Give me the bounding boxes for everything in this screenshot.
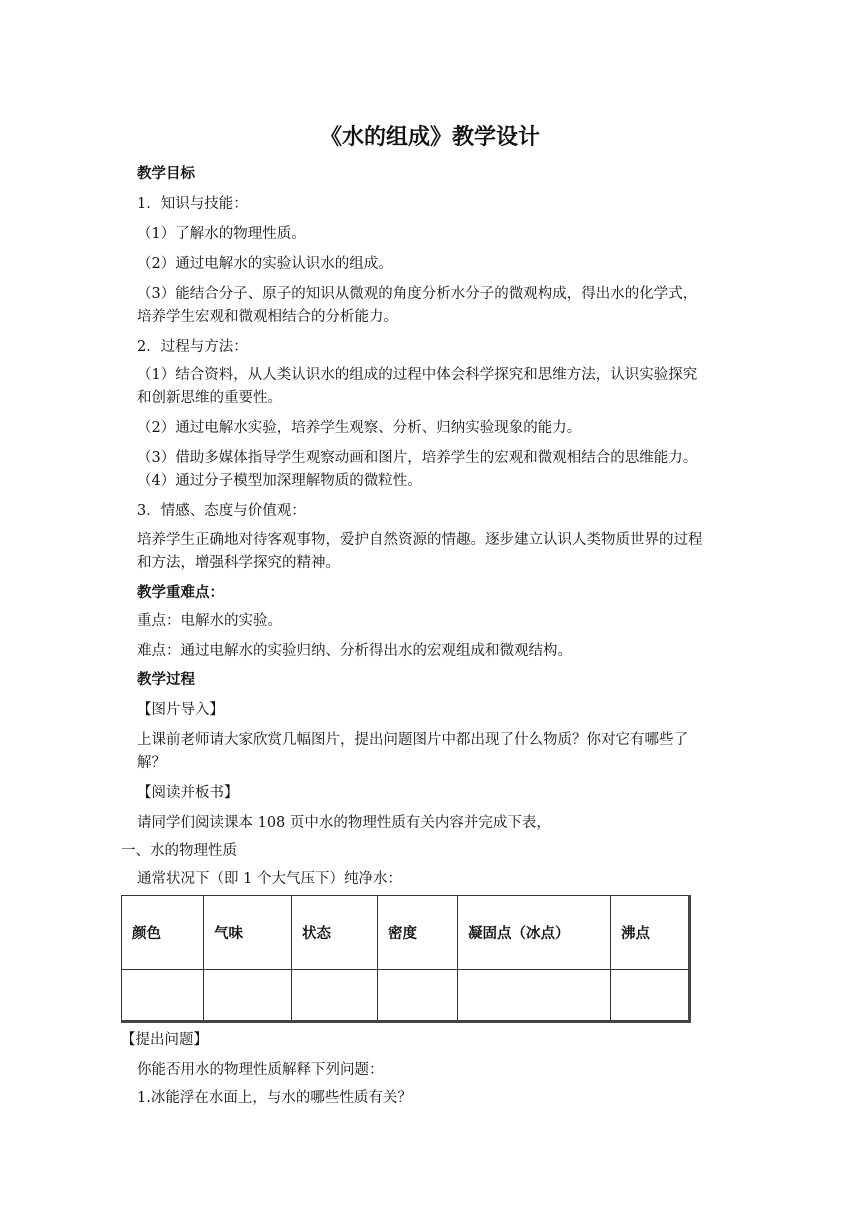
intro-text-line-1: 上课前老师请大家欣赏几幅图片，提出问题图片中都出现了什么物质？你对它有哪些了	[137, 732, 688, 748]
table-header-row	[122, 896, 690, 970]
process-item-2: （2）通过电解水实验，培养学生观察、分析、归纳实验现象的能力。	[137, 420, 582, 436]
section-reading: 【阅读并板书】	[137, 785, 239, 801]
emotion-heading: 3．情感、态度与价值观：	[137, 503, 306, 519]
section-picture-intro: 【图片导入】	[137, 702, 224, 718]
knowledge-item-3-line-1: （3）能结合分子、原子的知识从微观的角度分析水分子的微观构成，得出水的化学式，	[137, 286, 698, 302]
difficult-point: 难点：通过电解水的实验归纳、分析得出水的宏观组成和微观结构。	[137, 643, 572, 659]
table-cell	[378, 970, 458, 1022]
reading-text: 请同学们阅读课本 108 页中水的物理性质有关内容并完成下表，	[137, 815, 551, 831]
intro-text-line-2: 解？	[137, 755, 166, 771]
questions-intro: 你能否用水的物理性质解释下列问题：	[137, 1062, 384, 1078]
process-item-4: （4）通过分子模型加深理解物质的微粒性。	[137, 473, 422, 489]
knowledge-item-1: （1）了解水的物理性质。	[137, 226, 306, 242]
process-method-heading: 2．过程与方法：	[137, 339, 248, 355]
table-cell	[122, 970, 204, 1022]
process-item-1-line-1: （1）结合资料，从人类认识水的组成的过程中体会科学探究和思维方法，认识实验探究	[137, 367, 698, 383]
condition-text: 通常状况下（即 1 个大气压下）纯净水：	[137, 871, 402, 887]
section-questions: 【提出问题】	[121, 1032, 208, 1048]
question-1: 1.冰能浮在水面上，与水的哪些性质有关？	[137, 1090, 412, 1106]
knowledge-item-3-line-2: 培养学生宏观和微观相结合的分析能力。	[137, 309, 398, 325]
table-header-cell: 状态	[292, 896, 378, 970]
knowledge-item-2: （2）通过电解水的实验认识水的组成。	[137, 256, 393, 272]
emotion-text-line-1: 培养学生正确地对待客观事物，爱护自然资源的情趣。逐步建立认识人类物质世界的过程	[137, 532, 703, 548]
section-physical-properties: 一、水的物理性质	[121, 843, 237, 859]
table-cell	[204, 970, 292, 1022]
objectives-heading: 教学目标	[137, 166, 195, 182]
table-cell	[292, 970, 378, 1022]
process-heading: 教学过程	[137, 672, 195, 688]
physical-properties-table	[121, 895, 691, 1023]
document-title: 《水的组成》教学设计	[319, 125, 540, 150]
knowledge-heading: 1．知识与技能：	[137, 196, 248, 212]
emotion-text-line-2: 和方法，增强科学探究的精神。	[137, 555, 340, 571]
table-header-cell: 颜色	[122, 896, 204, 970]
table-header-cell: 凝固点（冰点）	[458, 896, 611, 970]
table-header-cell: 气味	[204, 896, 292, 970]
table-header-cell: 密度	[378, 896, 458, 970]
table-header-cell: 沸点	[611, 896, 690, 970]
table-row	[122, 970, 690, 1022]
table-cell	[611, 970, 690, 1022]
key-point: 重点：电解水的实验。	[137, 613, 282, 629]
table-cell	[458, 970, 611, 1022]
process-item-3: （3）借助多媒体指导学生观察动画和图片，培养学生的宏观和微观相结合的思维能力。	[137, 450, 698, 466]
keypoints-heading: 教学重难点：	[137, 585, 224, 601]
process-item-1-line-2: 和创新思维的重要性。	[137, 390, 282, 406]
